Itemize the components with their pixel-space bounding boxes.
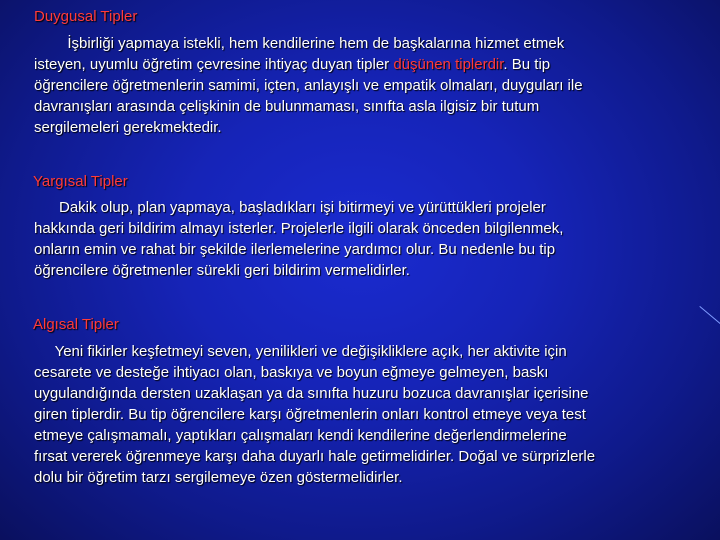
body-line: hakkında geri bildirim almayı isterler. Projelerle ilgili olarak önceden bilgilenmek,	[34, 220, 564, 237]
highlighted-term: düşünen tiplerdir	[393, 56, 504, 73]
body-line	[34, 54, 583, 75]
body-line: Yeni fikirler keşfetmeyi seven, yenilikleri ve değişikliklere açık, her aktivite için	[34, 343, 567, 360]
section-body-duygusal	[34, 33, 583, 138]
section-title-yargisal: Yargısal Tipler	[33, 173, 128, 190]
body-line: onların emin ve rahat bir şekilde ilerlemelerine yardımcı olur. Bu nedenle bu tip	[34, 241, 556, 258]
body-line: fırsat vererek öğrenmeye karşı daha duyarlı hale getirmelidirler. Doğal ve sürprizlerle	[34, 448, 596, 465]
decorative-line	[699, 306, 720, 326]
body-line: Dakik olup, plan yapmaya, başladıkları işi bitirmeyi ve yürüttükleri projeler	[34, 199, 546, 216]
body-line: giren tiplerdir. Bu tip öğrencilere karşı öğretmenlerin onları kontrol etmeye veya test	[34, 406, 586, 423]
body-line: İşbirliği yapmaya istekli, hem kendilerine hem de başkalarına hizmet etmek	[34, 35, 565, 52]
body-line: uygulandığında dersten uzaklaşan ya da sınıfta huzuru bozuca davranışlar içerisine	[34, 385, 589, 402]
body-line: davranışları arasında çelişkinin de bulunmaması, sınıfta asla ilgisiz bir tutum	[34, 98, 540, 115]
section-body-yargisal	[34, 197, 563, 281]
section-title-duygusal: Duygusal Tipler	[34, 8, 138, 25]
body-line-text: . Bu tip	[503, 56, 551, 73]
body-line-text: isteyen, uyumlu öğretim çevresine ihtiyaç duyan tipler	[34, 56, 394, 73]
body-line: cesarete ve desteğe ihtiyacı olan, baskıya ve boyun eğmeye gelmeyen, baskı	[34, 364, 549, 381]
body-line: öğrencilere öğretmenler sürekli geri bildirim vermelidirler.	[34, 262, 410, 279]
section-body-algisal	[34, 341, 595, 488]
body-line: dolu bir öğretim tarzı sergilemeye özen göstermelidirler.	[34, 469, 403, 486]
body-line: etmeye çalışmamalı, yaptıkları çalışmaları kendi kendilerine değerlendirmelerine	[34, 427, 567, 444]
body-line: öğrencilere öğretmenlerin samimi, içten, anlayışlı ve empatik olmaları, duyguları ile	[34, 77, 583, 94]
body-line: sergilemeleri gerekmektedir.	[34, 119, 222, 136]
section-title-algisal: Algısal Tipler	[33, 316, 119, 333]
